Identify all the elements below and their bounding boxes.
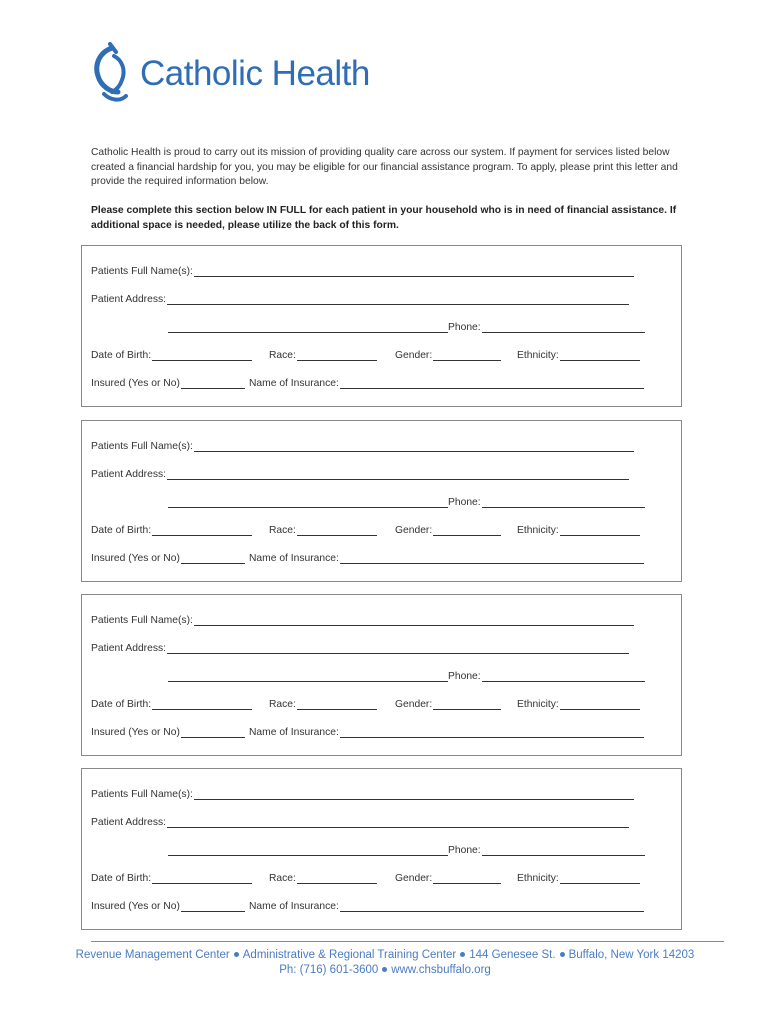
gender-label: Gender: xyxy=(395,525,433,536)
ethnicity-input-line[interactable] xyxy=(560,524,640,536)
ethnicity-label: Ethnicity: xyxy=(517,699,559,710)
insured-label: Insured (Yes or No) xyxy=(91,553,180,564)
race-label: Race: xyxy=(269,699,296,710)
address-field xyxy=(91,293,629,305)
address-line-2-field xyxy=(167,321,448,333)
ethnicity-label: Ethnicity: xyxy=(517,873,559,884)
gender-field xyxy=(395,349,501,361)
address-field xyxy=(91,468,629,480)
race-input-line[interactable] xyxy=(297,872,377,884)
insured-field xyxy=(91,900,245,912)
race-field xyxy=(269,524,377,536)
address-label: Patient Address: xyxy=(91,643,166,654)
footer-part-1: Revenue Management Center xyxy=(75,949,230,961)
footer-part-2: Administrative & Regional Training Center xyxy=(242,949,457,961)
race-input-line[interactable] xyxy=(297,349,377,361)
address-line-2-field xyxy=(167,670,448,682)
catholic-health-logo-icon xyxy=(90,42,134,106)
insured-label: Insured (Yes or No) xyxy=(91,901,180,912)
gender-input-line[interactable] xyxy=(433,698,501,710)
instructions-paragraph: Please complete this section below IN FULL for each patient in your household who is in need of financial assistance. If additional space is needed, please utilize the back of this form. xyxy=(91,205,677,231)
insurance-name-input-line[interactable] xyxy=(340,377,644,389)
ethnicity-input-line[interactable] xyxy=(560,698,640,710)
insurance-name-label: Name of Insurance: xyxy=(249,901,339,912)
insured-label: Insured (Yes or No) xyxy=(91,378,180,389)
insurance-name-field xyxy=(249,900,644,912)
phone-input-line[interactable] xyxy=(482,844,645,856)
insurance-name-input-line[interactable] xyxy=(340,726,644,738)
phone-field xyxy=(448,844,645,856)
insured-input-line[interactable] xyxy=(181,726,245,738)
phone-field xyxy=(448,670,645,682)
dob-field xyxy=(91,872,252,884)
phone-label: Phone: xyxy=(448,322,481,333)
phone-field xyxy=(448,496,645,508)
gender-field xyxy=(395,698,501,710)
ethnicity-label: Ethnicity: xyxy=(517,350,559,361)
address-line-2-input-line[interactable] xyxy=(168,844,448,856)
race-input-line[interactable] xyxy=(297,524,377,536)
phone-field xyxy=(448,321,645,333)
race-field xyxy=(269,349,377,361)
address-label: Patient Address: xyxy=(91,469,166,480)
gender-field xyxy=(395,524,501,536)
full-name-field xyxy=(91,788,634,800)
race-label: Race: xyxy=(269,873,296,884)
full-name-label: Patients Full Name(s): xyxy=(91,789,193,800)
address-input-line[interactable] xyxy=(167,816,629,828)
race-label: Race: xyxy=(269,525,296,536)
footer-phone: Ph: (716) 601-3600 xyxy=(279,964,379,976)
gender-input-line[interactable] xyxy=(433,524,501,536)
dob-input-line[interactable] xyxy=(152,349,252,361)
gender-input-line[interactable] xyxy=(433,349,501,361)
insurance-name-label: Name of Insurance: xyxy=(249,553,339,564)
address-field xyxy=(91,642,629,654)
address-input-line[interactable] xyxy=(167,468,629,480)
address-line-2-input-line[interactable] xyxy=(168,670,448,682)
dob-label: Date of Birth: xyxy=(91,699,152,710)
catholic-health-logo xyxy=(90,42,370,106)
ethnicity-label: Ethnicity: xyxy=(517,525,559,536)
insurance-name-field xyxy=(249,552,644,564)
full-name-field xyxy=(91,440,634,452)
patient-section xyxy=(81,768,682,930)
footer-website: www.chsbuffalo.org xyxy=(391,964,491,976)
full-name-label: Patients Full Name(s): xyxy=(91,615,193,626)
address-label: Patient Address: xyxy=(91,294,166,305)
ethnicity-field xyxy=(517,698,640,710)
dob-label: Date of Birth: xyxy=(91,525,152,536)
ethnicity-input-line[interactable] xyxy=(560,872,640,884)
footer-part-4: Buffalo, New York 14203 xyxy=(568,949,695,961)
address-line-2-field xyxy=(167,844,448,856)
phone-label: Phone: xyxy=(448,497,481,508)
full-name-label: Patients Full Name(s): xyxy=(91,266,193,277)
race-input-line[interactable] xyxy=(297,698,377,710)
bullet-icon xyxy=(460,952,465,957)
full-name-field xyxy=(91,265,634,277)
full-name-input-line[interactable] xyxy=(194,614,634,626)
footer-contact-line xyxy=(0,964,770,976)
gender-label: Gender: xyxy=(395,699,433,710)
full-name-input-line[interactable] xyxy=(194,265,634,277)
ethnicity-input-line[interactable] xyxy=(560,349,640,361)
race-field xyxy=(269,698,377,710)
footer-address-line xyxy=(0,949,770,961)
gender-label: Gender: xyxy=(395,873,433,884)
insured-field xyxy=(91,552,245,564)
footer-part-3: 144 Genesee St. xyxy=(469,949,556,961)
bullet-icon xyxy=(234,952,239,957)
dob-label: Date of Birth: xyxy=(91,873,152,884)
insurance-name-input-line[interactable] xyxy=(340,900,644,912)
phone-label: Phone: xyxy=(448,671,481,682)
address-label: Patient Address: xyxy=(91,817,166,828)
bullet-icon xyxy=(560,952,565,957)
race-field xyxy=(269,872,377,884)
full-name-field xyxy=(91,614,634,626)
dob-field xyxy=(91,524,252,536)
address-line-2-input-line[interactable] xyxy=(168,496,448,508)
address-input-line[interactable] xyxy=(167,293,629,305)
patient-section xyxy=(81,420,682,582)
dob-field xyxy=(91,349,252,361)
ethnicity-field xyxy=(517,872,640,884)
dob-input-line[interactable] xyxy=(152,872,252,884)
patient-section xyxy=(81,245,682,407)
gender-input-line[interactable] xyxy=(433,872,501,884)
dob-input-line[interactable] xyxy=(152,698,252,710)
insured-input-line[interactable] xyxy=(181,552,245,564)
insurance-name-label: Name of Insurance: xyxy=(249,378,339,389)
footer-divider xyxy=(91,941,724,942)
insurance-name-input-line[interactable] xyxy=(340,552,644,564)
dob-input-line[interactable] xyxy=(152,524,252,536)
gender-label: Gender: xyxy=(395,350,433,361)
insured-field xyxy=(91,726,245,738)
insurance-name-field xyxy=(249,377,644,389)
ethnicity-field xyxy=(517,349,640,361)
phone-input-line[interactable] xyxy=(482,670,645,682)
address-line-2-field xyxy=(167,496,448,508)
phone-label: Phone: xyxy=(448,845,481,856)
dob-field xyxy=(91,698,252,710)
full-name-input-line[interactable] xyxy=(194,788,634,800)
address-line-2-input-line[interactable] xyxy=(168,321,448,333)
full-name-input-line[interactable] xyxy=(194,440,634,452)
full-name-label: Patients Full Name(s): xyxy=(91,441,193,452)
gender-field xyxy=(395,872,501,884)
insured-field xyxy=(91,377,245,389)
intro-paragraph: Catholic Health is proud to carry out its mission of providing quality care across our system. If payment for services listed below created a financial hardship for you, you may be eligible for our financial assistance program. To apply, please print this letter and provide the required information below. xyxy=(91,147,678,187)
insured-input-line[interactable] xyxy=(181,900,245,912)
bullet-icon xyxy=(382,967,387,972)
phone-input-line[interactable] xyxy=(482,321,645,333)
insured-input-line[interactable] xyxy=(181,377,245,389)
address-input-line[interactable] xyxy=(167,642,629,654)
insurance-name-field xyxy=(249,726,644,738)
insured-label: Insured (Yes or No) xyxy=(91,727,180,738)
patient-section xyxy=(81,594,682,756)
ethnicity-field xyxy=(517,524,640,536)
dob-label: Date of Birth: xyxy=(91,350,152,361)
brand-name: Catholic Health xyxy=(140,54,370,93)
phone-input-line[interactable] xyxy=(482,496,645,508)
address-field xyxy=(91,816,629,828)
race-label: Race: xyxy=(269,350,296,361)
insurance-name-label: Name of Insurance: xyxy=(249,727,339,738)
